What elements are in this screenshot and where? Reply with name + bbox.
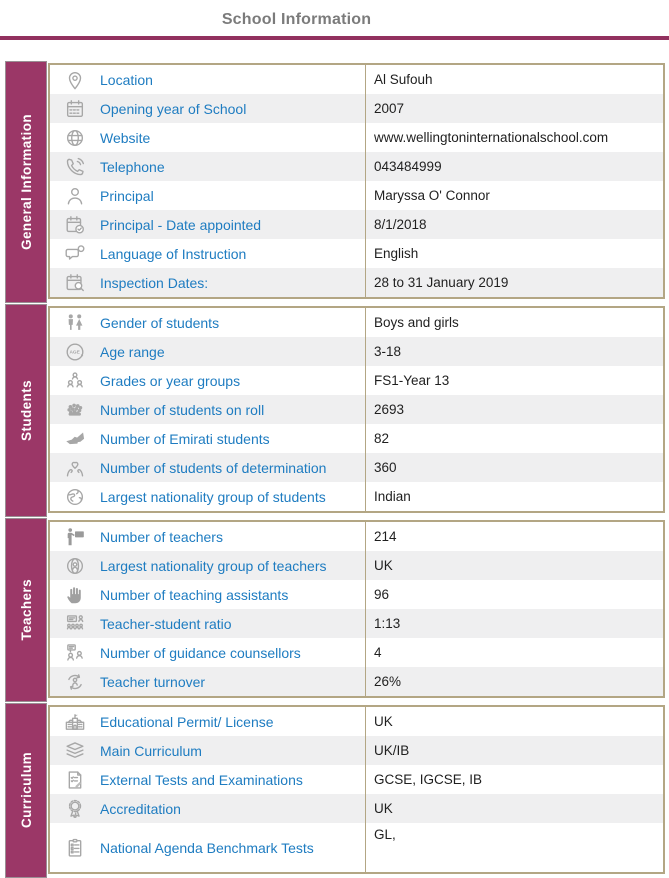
- row-value: GL,: [365, 823, 663, 872]
- table-row: [50, 551, 663, 580]
- row-value: 2693: [365, 395, 663, 424]
- crowd-icon: [50, 399, 100, 421]
- row-value: Maryssa O' Connor: [365, 181, 663, 210]
- row-value: UK/IB: [365, 736, 663, 765]
- school-building-icon: [50, 711, 100, 733]
- people-group-icon: [50, 370, 100, 392]
- table-row: [50, 366, 663, 395]
- row-value: English: [365, 239, 663, 268]
- row-value: 1:13: [365, 609, 663, 638]
- row-value: 214: [365, 522, 663, 551]
- row-label: Number of students of determination: [100, 459, 327, 476]
- section-curriculum: [0, 705, 669, 874]
- row-label: Inspection Dates:: [100, 274, 209, 291]
- table-row: [50, 823, 663, 872]
- teacher-board-icon: [50, 526, 100, 548]
- table-row: [50, 181, 663, 210]
- table-row: [50, 268, 663, 297]
- table-row: [50, 609, 663, 638]
- table-row: [50, 308, 663, 337]
- table-row: [50, 667, 663, 696]
- row-label: Number of teachers: [100, 528, 223, 545]
- row-value: 2007: [365, 94, 663, 123]
- globe-icon: [50, 127, 100, 149]
- table-row: [50, 638, 663, 667]
- section-tab-label: Teachers: [18, 579, 34, 641]
- section-tab-curriculum: [5, 703, 47, 878]
- row-label: Gender of students: [100, 314, 220, 331]
- table-row: [50, 522, 663, 551]
- table-row: [50, 424, 663, 453]
- row-label: Largest nationality group of teachers: [100, 557, 327, 574]
- table-row: [50, 152, 663, 181]
- row-value: FS1-Year 13: [365, 366, 663, 395]
- row-value: Al Sufouh: [365, 65, 663, 94]
- row-label: Opening year of School: [100, 100, 247, 117]
- exam-paper-icon: [50, 769, 100, 791]
- section-tab-students: [5, 304, 47, 517]
- globe-person-icon: [50, 555, 100, 577]
- school-information-body: [0, 63, 669, 874]
- table-row: [50, 210, 663, 239]
- table-row: [50, 65, 663, 94]
- speech-bubbles-icon: [50, 243, 100, 265]
- table-row: [50, 337, 663, 366]
- row-value: UK: [365, 707, 663, 736]
- table-row: [50, 453, 663, 482]
- section-tab-general-information: [5, 61, 47, 303]
- title-divider-rule: [0, 36, 669, 40]
- row-label: Number of guidance counsellors: [100, 644, 301, 661]
- row-value: Boys and girls: [365, 308, 663, 337]
- table-row: [50, 482, 663, 511]
- page-title: School Information: [221, 11, 372, 28]
- row-value: 82: [365, 424, 663, 453]
- row-value: Indian: [365, 482, 663, 511]
- counsellor-icon: [50, 642, 100, 664]
- row-value: 96: [365, 580, 663, 609]
- curriculum-table: [48, 705, 665, 874]
- row-value website-url: www.wellingtoninternationalschool.com: [365, 123, 663, 152]
- table-row: [50, 239, 663, 268]
- table-row: [50, 94, 663, 123]
- row-label: Teacher turnover: [100, 673, 206, 690]
- row-value: 3-18: [365, 337, 663, 366]
- calendar-icon: [50, 98, 100, 120]
- table-row: [50, 580, 663, 609]
- person-icon: [50, 185, 100, 207]
- row-label: Number of teaching assistants: [100, 586, 289, 603]
- teachers-table: [48, 520, 665, 698]
- row-value: 8/1/2018: [365, 210, 663, 239]
- table-row: [50, 707, 663, 736]
- row-label: Number of Emirati students: [100, 430, 270, 447]
- row-value: 28 to 31 January 2019: [365, 268, 663, 297]
- raised-hand-icon: [50, 584, 100, 606]
- age-circle-icon: [50, 341, 100, 363]
- table-row: [50, 765, 663, 794]
- table-row: [50, 395, 663, 424]
- row-value: 360: [365, 453, 663, 482]
- row-label: National Agenda Benchmark Tests: [100, 839, 314, 856]
- row-value: UK: [365, 794, 663, 823]
- row-label: Largest nationality group of students: [100, 488, 326, 505]
- classroom-icon: [50, 613, 100, 635]
- calendar-check-icon: [50, 214, 100, 236]
- row-value: 26%: [365, 667, 663, 696]
- earth-globe-icon: [50, 486, 100, 508]
- books-stack-icon: [50, 740, 100, 762]
- students-table: [48, 306, 665, 513]
- telephone-icon: [50, 156, 100, 178]
- row-label: Principal: [100, 187, 154, 204]
- row-label: Main Curriculum: [100, 742, 202, 759]
- section-tab-teachers: [5, 518, 47, 702]
- table-row: [50, 794, 663, 823]
- accreditation-rosette-icon: [50, 798, 100, 820]
- row-label: External Tests and Examinations: [100, 771, 303, 788]
- section-tab-label: Curriculum: [18, 752, 34, 829]
- boy-girl-icon: [50, 312, 100, 334]
- row-label: Telephone: [100, 158, 165, 175]
- row-label: Teacher-student ratio: [100, 615, 232, 632]
- row-label: Website: [100, 129, 151, 146]
- row-label: Number of students on roll: [100, 401, 265, 418]
- row-label: Accreditation: [100, 800, 181, 817]
- table-row: [50, 736, 663, 765]
- location-pin-icon: [50, 69, 100, 91]
- row-label: Grades or year groups: [100, 372, 241, 389]
- checklist-clipboard-icon: [50, 837, 100, 859]
- row-value: GCSE, IGCSE, IB: [365, 765, 663, 794]
- row-label: Principal - Date appointed: [100, 216, 262, 233]
- section-students: [0, 306, 669, 513]
- section-teachers: [0, 520, 669, 698]
- section-general-information: [0, 63, 669, 299]
- row-label: Language of Instruction: [100, 245, 247, 262]
- general-information-table: [48, 63, 665, 299]
- section-tab-label: Students: [18, 380, 34, 441]
- turnover-arrows-icon: [50, 671, 100, 693]
- row-value: UK: [365, 551, 663, 580]
- calendar-search-icon: [50, 272, 100, 294]
- uae-map-icon: [50, 428, 100, 450]
- row-label: Location: [100, 71, 153, 88]
- row-label: Age range: [100, 343, 165, 360]
- section-tab-label: General Information: [18, 114, 34, 250]
- row-value: 043484999: [365, 152, 663, 181]
- table-row: [50, 123, 663, 152]
- row-label: Educational Permit/ License: [100, 713, 274, 730]
- row-value: 4: [365, 638, 663, 667]
- hands-heart-icon: [50, 457, 100, 479]
